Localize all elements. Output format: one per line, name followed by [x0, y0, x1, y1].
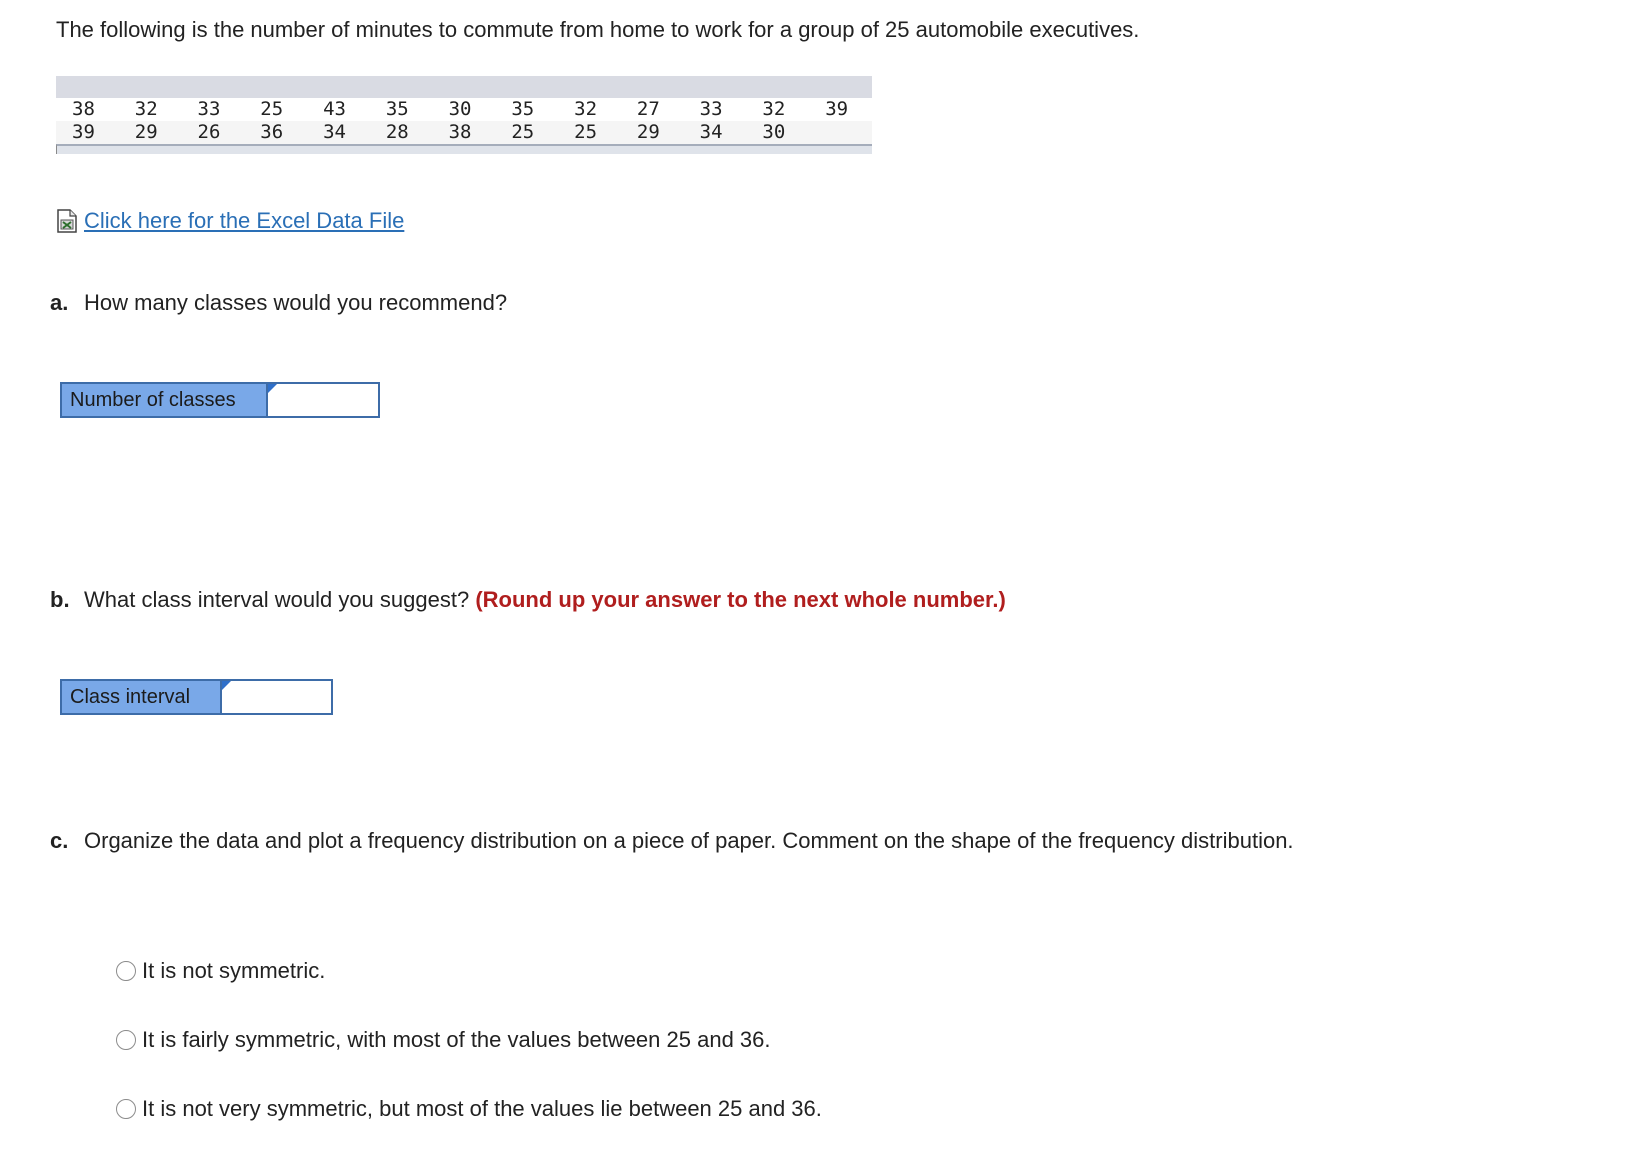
radio-button[interactable]: [116, 961, 136, 981]
intro-text: The following is the number of minutes to commute from home to work for a group of 25 automobile executives.: [56, 17, 1140, 42]
excel-data-link[interactable]: [56, 208, 404, 234]
question-b-note: (Round up your answer to the next whole number.): [475, 587, 1006, 612]
table-header-bar: [56, 76, 872, 98]
table-cell: 33: [197, 98, 221, 120]
input-corner-marker: [268, 384, 277, 393]
question-b-letter: b.: [50, 587, 70, 612]
table-cell: 38: [448, 121, 472, 143]
table-cell: 32: [762, 98, 786, 120]
table-row: [56, 98, 872, 121]
table-cell: [809, 121, 872, 144]
table-cell: 38: [72, 98, 95, 120]
excel-file-icon: [56, 209, 78, 233]
table-cell: 27: [636, 98, 660, 120]
table-cell: 30: [448, 98, 472, 120]
question-b: [50, 587, 1006, 613]
table-cell: 25: [574, 121, 598, 143]
question-a: [50, 290, 507, 316]
question-c-text: Organize the data and plot a frequency distribution on a piece of paper. Comment on the shape of the frequency distribution.: [84, 828, 1294, 853]
question-c: [50, 826, 1340, 855]
table-cell: 30: [762, 121, 786, 143]
class-interval-input[interactable]: [222, 681, 331, 713]
radio-button[interactable]: [116, 1030, 136, 1050]
table-cell: 29: [636, 121, 660, 143]
number-of-classes-input-wrap[interactable]: [268, 384, 378, 416]
data-grid: [56, 98, 872, 144]
table-cell: 29: [134, 121, 158, 143]
table-cell: 32: [574, 98, 598, 120]
input-corner-marker: [222, 681, 231, 690]
shape-options: [116, 956, 822, 1163]
class-interval-input-wrap[interactable]: [222, 681, 331, 713]
option-not-very-symmetric[interactable]: [116, 1094, 822, 1124]
number-of-classes-field: [60, 382, 380, 418]
question-a-text: How many classes would you recommend?: [84, 290, 508, 315]
table-cell: 39: [72, 121, 95, 143]
number-of-classes-input[interactable]: [268, 384, 378, 416]
table-cell: 39: [825, 98, 849, 120]
class-interval-label: Class interval: [62, 681, 222, 713]
table-cell: 36: [260, 121, 284, 143]
table-cell: 26: [197, 121, 221, 143]
table-footer-bar: [56, 144, 872, 154]
table-cell: 35: [511, 98, 535, 120]
table-cell: 34: [323, 121, 346, 143]
table-cell: 25: [260, 98, 284, 120]
table-cell: 25: [511, 121, 535, 143]
table-cell: 43: [323, 98, 346, 120]
excel-link-text[interactable]: Click here for the Excel Data File: [84, 208, 405, 233]
table-cell: 35: [385, 98, 409, 120]
question-b-text: What class interval would you suggest?: [84, 587, 470, 612]
option-label: It is fairly symmetric, with most of the values between 25 and 36.: [142, 1027, 771, 1052]
number-of-classes-label: Number of classes: [62, 384, 268, 416]
option-label: It is not symmetric.: [142, 958, 326, 983]
option-fairly-symmetric[interactable]: [116, 1025, 822, 1055]
commute-data-table: [56, 76, 872, 154]
radio-button[interactable]: [116, 1099, 136, 1119]
option-label: It is not very symmetric, but most of the values lie between 25 and 36.: [142, 1096, 822, 1121]
question-c-letter: c.: [50, 828, 69, 853]
class-interval-field: [60, 679, 333, 715]
table-cell: 28: [385, 121, 409, 143]
table-row: [56, 121, 872, 144]
table-cell: 33: [699, 98, 723, 120]
option-not-symmetric[interactable]: [116, 956, 822, 986]
table-cell: 34: [699, 121, 723, 143]
table-cell: 32: [134, 98, 158, 120]
question-a-letter: a.: [50, 290, 69, 315]
